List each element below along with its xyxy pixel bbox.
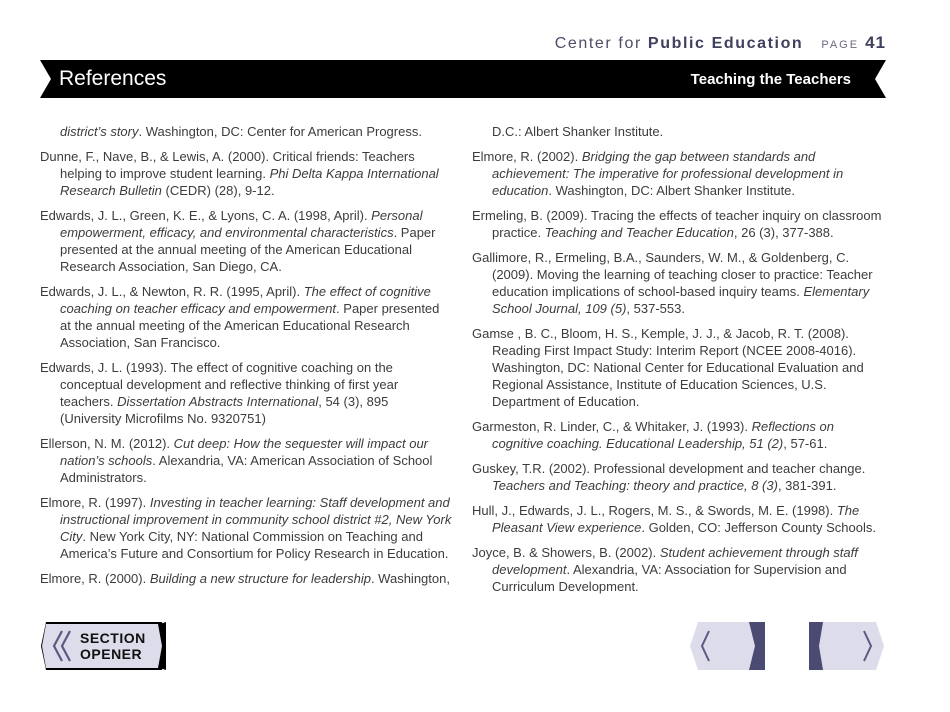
- reference-entry: [40, 359, 452, 427]
- reference-title-text: The effect of cognitive coaching on teacher efficacy and empowerment: [60, 284, 431, 316]
- reference-entry: [472, 418, 884, 452]
- reference-text: . Washington, DC: Albert Shanker Institute.: [548, 183, 796, 198]
- section-opener-label: SECTION OPENER: [80, 630, 146, 662]
- reference-title-text: Phi Delta Kappa International Research Bulletin: [60, 166, 439, 198]
- reference-entry: [472, 544, 884, 595]
- org-name-regular: Center for: [554, 35, 648, 52]
- reference-entry: [472, 502, 884, 536]
- reference-title-text: Investing in teacher learning: Staff development and instructional improvement in community school district #2, New York City: [60, 495, 452, 544]
- reference-text: Garmeston, R. Linder, C., & Whitaker, J. (1993).: [472, 419, 752, 434]
- chevron-right-icon: [809, 621, 885, 671]
- page-header: [555, 33, 886, 55]
- reference-text: , 537-553.: [626, 301, 685, 316]
- reference-entry: [40, 148, 452, 199]
- reference-text: Elmore, R. (1997).: [40, 495, 150, 510]
- reference-text: D.C.: Albert Shanker Institute.: [492, 124, 664, 139]
- reference-text: Gallimore, R., Ermeling, B.A., Saunders, W. M., & Goldenberg, C. (2009). Moving the learning of teaching closer to practice: Teacher education implications of school-based inquiry teams.: [472, 250, 873, 299]
- reference-entry: [472, 325, 884, 410]
- page-label: PAGE: [821, 39, 860, 51]
- reference-title-text: Teachers and Teaching: theory and practice, 8 (3): [492, 478, 778, 493]
- reference-text: . Alexandria, VA: Association for Supervision and Curriculum Development.: [492, 562, 847, 594]
- reference-text: , 26 (3), 377-388.: [733, 225, 834, 240]
- references-left-column: [40, 123, 452, 595]
- reference-text: . Alexandria, VA: American Association of School Administrators.: [60, 453, 433, 485]
- chevron-left-icon: [689, 621, 765, 671]
- reference-text: , 54 (3), 895 (University Microfilms No. 9320751): [60, 394, 389, 426]
- reference-text: Hull, J., Edwards, J. L., Rogers, M. S., & Swords, M. E. (1998).: [472, 503, 837, 518]
- references-right-column: [472, 123, 884, 603]
- reference-title-text: Student achievement through staff development: [492, 545, 858, 577]
- section-opener-button[interactable]: [40, 621, 168, 671]
- reference-text: Edwards, J. L., Green, K. E., & Lyons, C. A. (1998, April).: [40, 208, 372, 223]
- next-page-button[interactable]: [809, 621, 885, 671]
- page-number: 41: [865, 33, 886, 52]
- reference-title-text: Cut deep: How the sequester will impact our nation’s schools: [60, 436, 429, 468]
- reference-title-text: Bridging the gap between standards and achievement: The imperative for professional development in education: [492, 149, 844, 198]
- reference-entry: [472, 249, 884, 317]
- reference-entry: [472, 207, 884, 241]
- document-subtitle: Teaching the Teachers: [690, 71, 851, 88]
- reference-entry: [40, 570, 452, 587]
- reference-entry: [40, 123, 452, 140]
- reference-text: . Washington, DC: Center for American Progress.: [138, 124, 422, 139]
- reference-entry: [40, 435, 452, 486]
- reference-title-text: Elementary School Journal, 109 (5): [492, 284, 870, 316]
- reference-entry: [40, 207, 452, 275]
- reference-text: Edwards, J. L., & Newton, R. R. (1995, April).: [40, 284, 304, 299]
- reference-text: Dunne, F., Nave, B., & Lewis, A. (2000). Critical friends: Teachers helping to improve student learning.: [40, 149, 415, 181]
- reference-text: . Washington,: [370, 571, 450, 586]
- reference-text: Ellerson, N. M. (2012).: [40, 436, 174, 451]
- reference-text: Gamse , B. C., Bloom, H. S., Kemple, J. J., & Jacob, R. T. (2008). Reading First Impact Study: Interim Report (NCEE 2008-4016). Washington, DC: National Center for Educational Evaluation and Regional Assistance, Institute of Education Sciences, U.S. Department of Education.: [472, 326, 864, 409]
- reference-entry: [40, 283, 452, 351]
- reference-text: , 381-391.: [777, 478, 837, 493]
- reference-title-text: Building a new structure for leadership: [149, 571, 371, 586]
- reference-text: Guskey, T.R. (2002). Professional development and teacher change.: [472, 461, 866, 476]
- reference-entry: [472, 148, 884, 199]
- reference-text: Ermeling, B. (2009). Tracing the effects of teacher inquiry on classroom practice.: [472, 208, 882, 240]
- reference-title-text: Reflections on cognitive coaching. Educational Leadership, 51 (2): [492, 419, 834, 451]
- org-name-bold: Public Education: [647, 35, 804, 52]
- reference-text: . Paper presented at the annual meeting of the American Educational Research Association, San Diego, CA.: [60, 225, 436, 274]
- reference-text: Elmore, R. (2002).: [472, 149, 582, 164]
- reference-text: Edwards, J. L. (1993). The effect of cognitive coaching on the conceptual development and reflective thinking of first year teachers.: [40, 360, 399, 409]
- reference-title-text: The Pleasant View experience: [492, 503, 860, 535]
- reference-text: . Golden, CO: Jefferson County Schools.: [641, 520, 876, 535]
- reference-entry: [40, 494, 452, 562]
- reference-title-text: Dissertation Abstracts International: [117, 394, 319, 409]
- previous-page-button[interactable]: [689, 621, 765, 671]
- reference-text: , 57-61.: [783, 436, 828, 451]
- reference-entry: [472, 460, 884, 494]
- reference-title-text: district’s story: [60, 124, 139, 139]
- section-title: References: [59, 67, 167, 90]
- reference-text: . Paper presented at the annual meeting of the American Educational Research Association, San Francisco.: [60, 301, 440, 350]
- reference-text: Joyce, B. & Showers, B. (2002).: [472, 545, 660, 560]
- reference-title-text: Teaching and Teacher Education: [544, 225, 734, 240]
- reference-title-text: Personal empowerment, efficacy, and environmental characteristics: [60, 208, 423, 240]
- reference-entry: [472, 123, 884, 140]
- reference-text: Elmore, R. (2000).: [40, 571, 150, 586]
- reference-text: (CEDR) (28), 9-12.: [161, 183, 275, 198]
- reference-text: . New York City, NY: National Commission on Teaching and America’s Future and Consortium for Policy Research in Education.: [60, 529, 449, 561]
- organization-name: [555, 35, 804, 53]
